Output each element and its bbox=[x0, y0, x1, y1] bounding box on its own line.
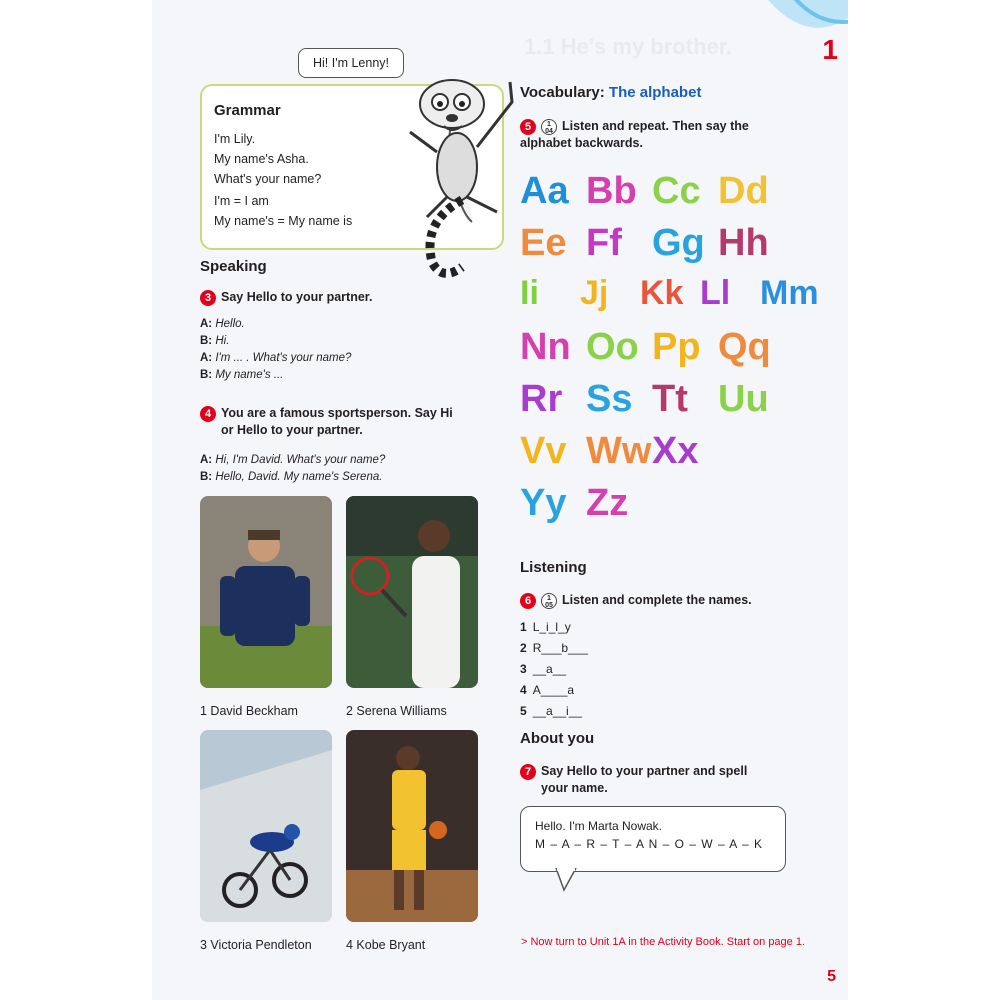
speech-bubble bbox=[520, 806, 786, 872]
list-item: 3 __a__ bbox=[520, 662, 567, 676]
list-item: 1 L_i_l_y bbox=[520, 620, 571, 634]
alphabet-letter-a: Aa bbox=[520, 170, 569, 212]
grammar-line: My name's = My name is bbox=[214, 214, 353, 228]
photo-caption: 1 David Beckham bbox=[200, 704, 298, 718]
exercise-4: 4 You are a famous sportsperson. Say Hi or Hello to your partner. bbox=[200, 405, 480, 439]
list-item: 2 R___b___ bbox=[520, 641, 589, 655]
exercise-6: 6 1 05 Listen and complete the names. bbox=[520, 592, 752, 609]
photo-caption: 2 Serena Williams bbox=[346, 704, 447, 718]
alphabet-letter-d: Dd bbox=[718, 170, 769, 212]
photo-kobe-bryant bbox=[346, 730, 478, 922]
listening-heading: Listening bbox=[520, 559, 587, 576]
alphabet-letter-h: Hh bbox=[718, 222, 769, 264]
photo-caption: 3 Victoria Pendleton bbox=[200, 938, 312, 952]
list-item: 4 A____a bbox=[520, 683, 575, 697]
alphabet-letter-y: Yy bbox=[520, 482, 567, 524]
activity-book-reference: > Now turn to Unit 1A in the Activity Book. Start on page 1. bbox=[521, 936, 806, 948]
unit-number: 1 bbox=[822, 34, 838, 65]
dialogue-3: A: Hello. B: Hi. A: I'm ... . What's your name? B: My name's ... bbox=[200, 318, 352, 381]
exercise-number-badge: 5 bbox=[520, 119, 536, 135]
page-number: 5 bbox=[827, 968, 836, 985]
vocabulary-heading: Vocabulary: The alphabet bbox=[520, 84, 702, 101]
exercise-7: 7 Say Hello to your partner and spell your name. bbox=[520, 763, 747, 797]
exercise-number-badge: 3 bbox=[200, 290, 216, 306]
exercise-number-badge: 7 bbox=[520, 764, 536, 780]
grammar-line: My name's Asha. bbox=[214, 152, 309, 166]
about-you-heading: About you bbox=[520, 730, 595, 747]
alphabet-letter-p: Pp bbox=[652, 326, 701, 368]
alphabet-letter-q: Qq bbox=[718, 326, 771, 368]
exercise-3 bbox=[200, 289, 372, 306]
alphabet-letter-s: Ss bbox=[586, 378, 633, 420]
alphabet-letter-g: Gg bbox=[652, 222, 705, 264]
alphabet-letter-o: Oo bbox=[586, 326, 639, 368]
unit-title: 1.1 He's my brother. bbox=[524, 34, 733, 59]
lenny-speech-bubble: Hi! I'm Lenny! bbox=[298, 48, 404, 78]
photo-david-beckham bbox=[200, 496, 332, 688]
alphabet-letter-v: Vv bbox=[520, 430, 567, 472]
speaking-heading: Speaking bbox=[200, 258, 267, 275]
alphabet-letter-z: Zz bbox=[586, 482, 629, 524]
alphabet-letter-m: Mm bbox=[760, 274, 819, 312]
alphabet-letter-f: Ff bbox=[586, 222, 622, 264]
exercise-number-badge: 4 bbox=[200, 406, 216, 422]
audio-cd-icon: 1 04 bbox=[541, 119, 557, 135]
alphabet-letter-j: Jj bbox=[580, 274, 609, 312]
alphabet-letter-i: Ii bbox=[520, 274, 539, 312]
alphabet-letter-e: Ee bbox=[520, 222, 567, 264]
photo-caption: 4 Kobe Bryant bbox=[346, 938, 426, 952]
textbook-page bbox=[152, 0, 848, 1000]
alphabet-letter-k: Kk bbox=[640, 274, 684, 312]
alphabet-chart bbox=[520, 170, 840, 540]
speech-bubble-tail bbox=[554, 868, 584, 894]
audio-cd-icon: 1 05 bbox=[541, 593, 557, 609]
alphabet-letter-x: Xx bbox=[652, 430, 699, 472]
exercise-number-badge: 6 bbox=[520, 593, 536, 609]
alphabet-letter-b: Bb bbox=[586, 170, 637, 212]
grammar-title: Grammar bbox=[214, 102, 281, 119]
bubble-line: M – A – R – T – A N – O – W – A – K bbox=[535, 837, 763, 851]
alphabet-letter-c: Cc bbox=[652, 170, 701, 212]
photo-serena-williams bbox=[346, 496, 478, 688]
list-item: 5 __a__i__ bbox=[520, 704, 583, 718]
grammar-line: I'm = I am bbox=[214, 194, 269, 208]
alphabet-letter-t: Tt bbox=[652, 378, 688, 420]
exercise-5: 5 1 04 Listen and repeat. Then say the alphabet backwards. bbox=[520, 119, 749, 150]
bubble-line: Hello. I'm Marta Nowak. bbox=[535, 819, 662, 833]
alphabet-letter-r: Rr bbox=[520, 378, 563, 420]
grammar-line: What's your name? bbox=[214, 172, 322, 186]
exercise-3-text: Say Hello to your partner. bbox=[221, 290, 373, 304]
alphabet-letter-w: Ww bbox=[586, 430, 652, 472]
alphabet-letter-n: Nn bbox=[520, 326, 571, 368]
photo-victoria-pendleton bbox=[200, 730, 332, 922]
alphabet-letter-l: Ll bbox=[700, 274, 731, 312]
alphabet-letter-u: Uu bbox=[718, 378, 769, 420]
grammar-line: I'm Lily. bbox=[214, 132, 256, 146]
lenny-lemur-illustration bbox=[402, 62, 522, 284]
dialogue-4: A: Hi, I'm David. What's your name? B: Hello, David. My name's Serena. bbox=[200, 454, 386, 483]
